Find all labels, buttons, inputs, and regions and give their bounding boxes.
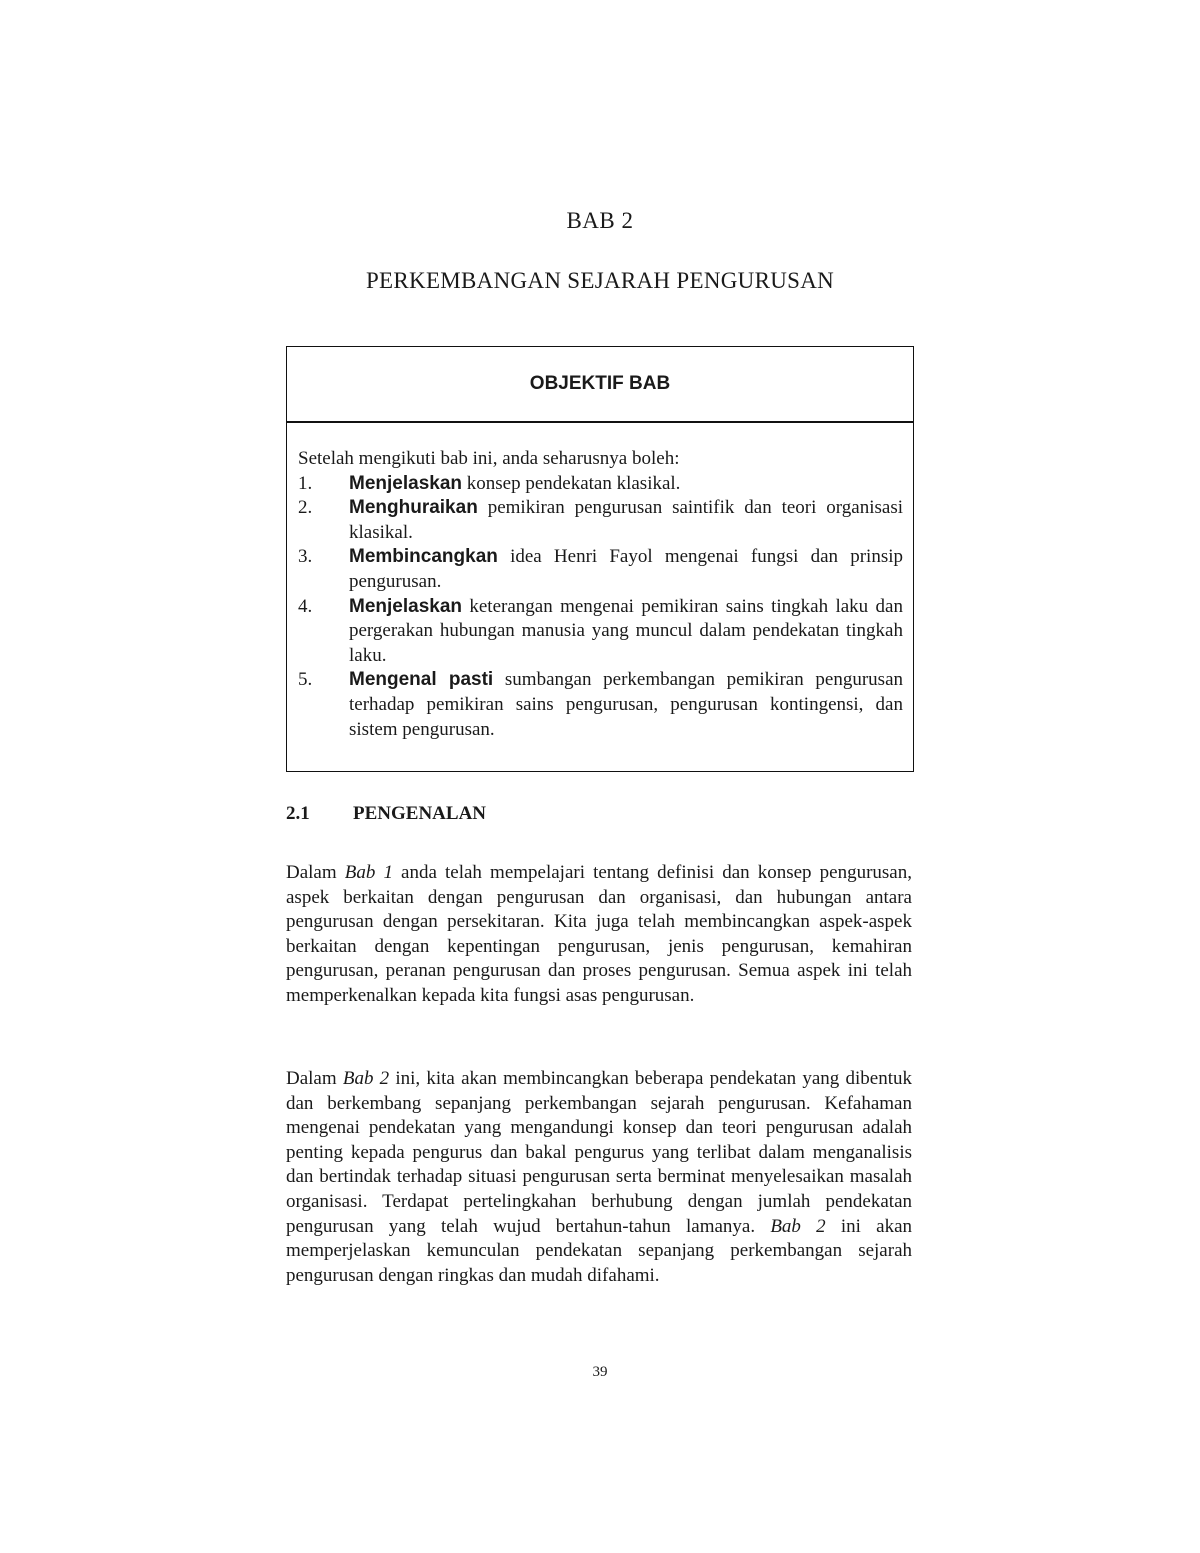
page-number: 39 <box>592 1364 608 1380</box>
intro-paragraph-1 <box>286 861 912 1009</box>
objective-text <box>349 496 903 545</box>
objective-description: sumbangan perkembangan pemikiran pengurusan terhadap pemikiran sains pengurusan, pengurusan kontingensi, dan sistem pengurusan. <box>349 669 903 740</box>
objective-description: idea Henri Fayol mengenai fungsi dan prinsip pengurusan. <box>349 546 903 592</box>
objective-verb: Menjelaskan <box>349 472 462 494</box>
objective-description: konsep pendekatan klasikal. <box>462 472 681 494</box>
paragraph-text: Dalam <box>286 862 345 883</box>
section-heading <box>286 803 912 825</box>
paragraph-text: ini, kita akan membincangkan beberapa pendekatan yang dibentuk dan berkembang sepanjang perkembangan sejarah pengurusan. Kefahaman mengenai pendekatan yang mengandungi konsep dan teori pengurusan adalah penting kepada pengurus dan bakal pengurus yang terlibat dalam menganalisis dan bertindak terhadap situasi pengurusan serta berminat menyelesaikan masalah organisasi. Terdapat pertelingkahan berhubung dengan jumlah pendekatan pengurusan yang telah wujud bertahun-tahun lamanya. <box>286 1068 912 1237</box>
paragraph-text: anda telah mempelajari tentang definisi dan konsep pengurusan, aspek berkaitan dengan pengurusan dan organisasi, dan hubungan antara pengurusan dengan persekitaran. Kita juga telah membincangkan aspek-aspek berkaitan dengan kepentingan pengurusan, jenis pengurusan, kemahiran pengurusan, peranan pengurusan dan proses pengurusan. Semua aspek ini telah memperkenalkan kepada kita fungsi asas pengurusan. <box>286 862 912 1006</box>
objective-item <box>298 496 903 545</box>
chapter-number: BAB 2 <box>566 208 634 233</box>
chapter-reference: Bab 2 <box>342 1068 390 1089</box>
section-title: PENGENALAN <box>353 803 487 824</box>
objective-text <box>349 668 903 742</box>
chapter-reference: Bab 1 <box>344 862 393 883</box>
objectives-heading: OBJEKTIF BAB <box>287 347 913 423</box>
objective-item <box>298 545 903 594</box>
objective-verb: Menghuraikan <box>349 497 478 519</box>
paragraph-text: ini akan memperjelaskan kemunculan pendekatan sepanjang perkembangan sejarah pengurusan dengan ringkas dan mudah difahami. <box>286 1215 913 1286</box>
objective-number: 4. <box>298 595 313 617</box>
objectives-box <box>286 346 914 772</box>
objectives-body <box>287 423 913 742</box>
objectives-intro: Setelah mengikuti bab ini, anda seharusnya boleh: <box>298 448 680 469</box>
objective-number: 1. <box>298 472 313 494</box>
objective-number: 3. <box>298 546 313 568</box>
intro-paragraph-2 <box>286 1067 912 1288</box>
objective-item <box>298 595 903 669</box>
objective-description: pemikiran pengurusan saintifik dan teori organisasi klasikal. <box>349 497 903 543</box>
objective-verb: Membincangkan <box>349 546 498 568</box>
objective-number: 2. <box>298 497 313 519</box>
objective-text <box>349 472 903 497</box>
objective-number: 5. <box>298 669 313 691</box>
section-number: 2.1 <box>286 803 310 824</box>
objective-text <box>349 545 903 594</box>
objective-item <box>298 668 903 742</box>
objective-verb: Mengenal pasti <box>349 669 494 691</box>
chapter-title: PERKEMBANGAN SEJARAH PENGURUSAN <box>365 268 835 293</box>
paragraph-text: Dalam <box>286 1068 343 1089</box>
objective-item <box>298 472 903 497</box>
objective-verb: Menjelaskan <box>349 595 462 617</box>
chapter-reference: Bab 2 <box>770 1215 826 1237</box>
objective-description: keterangan mengenai pemikiran sains tingkah laku dan pergerakan hubungan manusia yang muncul dalam pendekatan tingkah laku. <box>349 595 903 666</box>
objective-text <box>349 595 903 669</box>
